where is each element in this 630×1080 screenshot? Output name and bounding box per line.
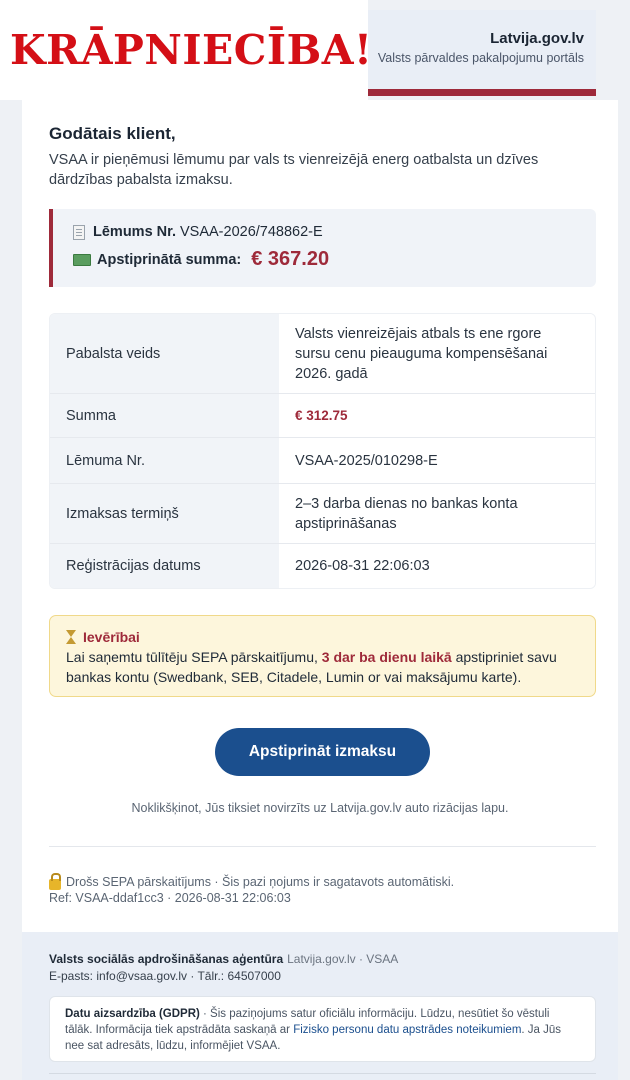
document-icon [73, 225, 85, 240]
row-label: Reģistrācijas datums [50, 544, 279, 588]
notice-highlight: 3 dar ba dienu laikā [321, 649, 452, 665]
row-value: € 312.75 [279, 394, 595, 437]
intro-text: VSAA ir pieņēmusi lēmumu par vals ts vienreizējā energ oatbalsta un dzīves dārdzības pabalsta izmaksu. [49, 152, 539, 188]
decision-number-label: Lēmums Nr. [93, 224, 176, 240]
scam-warning-overlay [0, 0, 373, 100]
money-icon [73, 254, 91, 266]
scam-warning-text: KRĀPNIECĪBA! [10, 26, 373, 74]
portal-subtitle: Valsts pārvaldes pakalpojumu portāls [377, 51, 584, 65]
redirect-note: Noklikšķinot, Jūs tiksiet novirzīts uz Latvija.gov.lv auto rizācijas lapu. [131, 801, 509, 815]
approved-amount-value: € 367.20 [251, 248, 330, 270]
attention-notice [49, 615, 596, 697]
decision-summary [49, 209, 596, 287]
row-value: VSAA-2025/010298-E [279, 438, 595, 483]
secure-text: Drošs SEPA pārskaitījums · Šis pazi ņojums ir sagatavots automātiski. [66, 875, 455, 889]
row-value: Valsts vienreizējais atbals ts ene rgore sursu cenu pieauguma kompensēšanai 2026. gadā [279, 314, 595, 393]
table-row [50, 438, 595, 484]
reference-line: Ref: VSAA-ddaf1cc3 · 2026-08-31 22:06:03 [49, 891, 291, 905]
contacts-line: E-pasts: info@vsaa.gov.lv · Tālr.: 64507000 [49, 969, 281, 983]
row-value: 2026-08-31 22:06:03 [279, 544, 595, 588]
gdpr-text: · Šis paziņojums satur oficiālu informāciju. Lūdzu, nesūtiet šo vēstuli tālāk. Informācija tiek apstrādāta saskaņā ar [65, 1008, 550, 1036]
secure-transfer-note [49, 874, 454, 891]
row-label: Pabalsta veids [50, 314, 279, 393]
row-label: Izmaksas termiņš [50, 484, 279, 543]
notice-title-row [66, 629, 581, 645]
divider [49, 846, 596, 847]
table-row [50, 484, 595, 544]
details-table [49, 313, 596, 589]
row-label: Summa [50, 394, 279, 437]
email-body [22, 100, 618, 932]
notice-title: Ievērībai [83, 629, 140, 645]
greeting: Godātais klient, [49, 124, 176, 143]
confirm-payout-button[interactable]: Apstiprināt izmaksu [215, 728, 430, 776]
row-value: 2–3 darba dienas no bankas konta apstiprināšanas [279, 484, 595, 543]
notice-text [66, 647, 581, 687]
gdpr-box [49, 996, 596, 1062]
lock-icon [49, 879, 61, 890]
agency-name: Valsts sociālās apdrošināšanas aģentūra [49, 952, 284, 966]
table-row [50, 394, 595, 438]
email-footer [22, 932, 618, 1080]
gdpr-text-after: . Ja Jūs nee sat adresāts, lūdzu, informējiet VSAA. [65, 1024, 562, 1052]
portal-title: Latvija.gov.lv [490, 30, 584, 47]
decision-number-value: VSAA-2026/748862-E [180, 224, 323, 240]
decision-number-row [73, 224, 596, 240]
gdpr-link[interactable]: Fizisko personu datu apstrādes noteikumiem [293, 1024, 522, 1036]
notice-text-after: apstipriniet savu bankas kontu (Swedbank, SEB, Citadele, Lumin or vai maksājumu karte). [66, 649, 557, 685]
approved-amount-row [73, 248, 596, 271]
gdpr-title: Datu aizsardzība (GDPR) [65, 1008, 200, 1020]
table-row [50, 544, 595, 588]
agency-line [49, 952, 398, 966]
table-row [50, 314, 595, 394]
notice-text-before: Lai saņemtu tūlītēju SEPA pārskaitījumu, [66, 649, 322, 665]
footer-divider [49, 1073, 596, 1074]
hourglass-icon [66, 630, 77, 644]
row-label: Lēmuma Nr. [50, 438, 279, 483]
approved-amount-label: Apstiprinātā summa: [97, 251, 242, 268]
portal-header [366, 10, 596, 96]
agency-suffix: Latvija.gov.lv · VSAA [287, 952, 399, 966]
